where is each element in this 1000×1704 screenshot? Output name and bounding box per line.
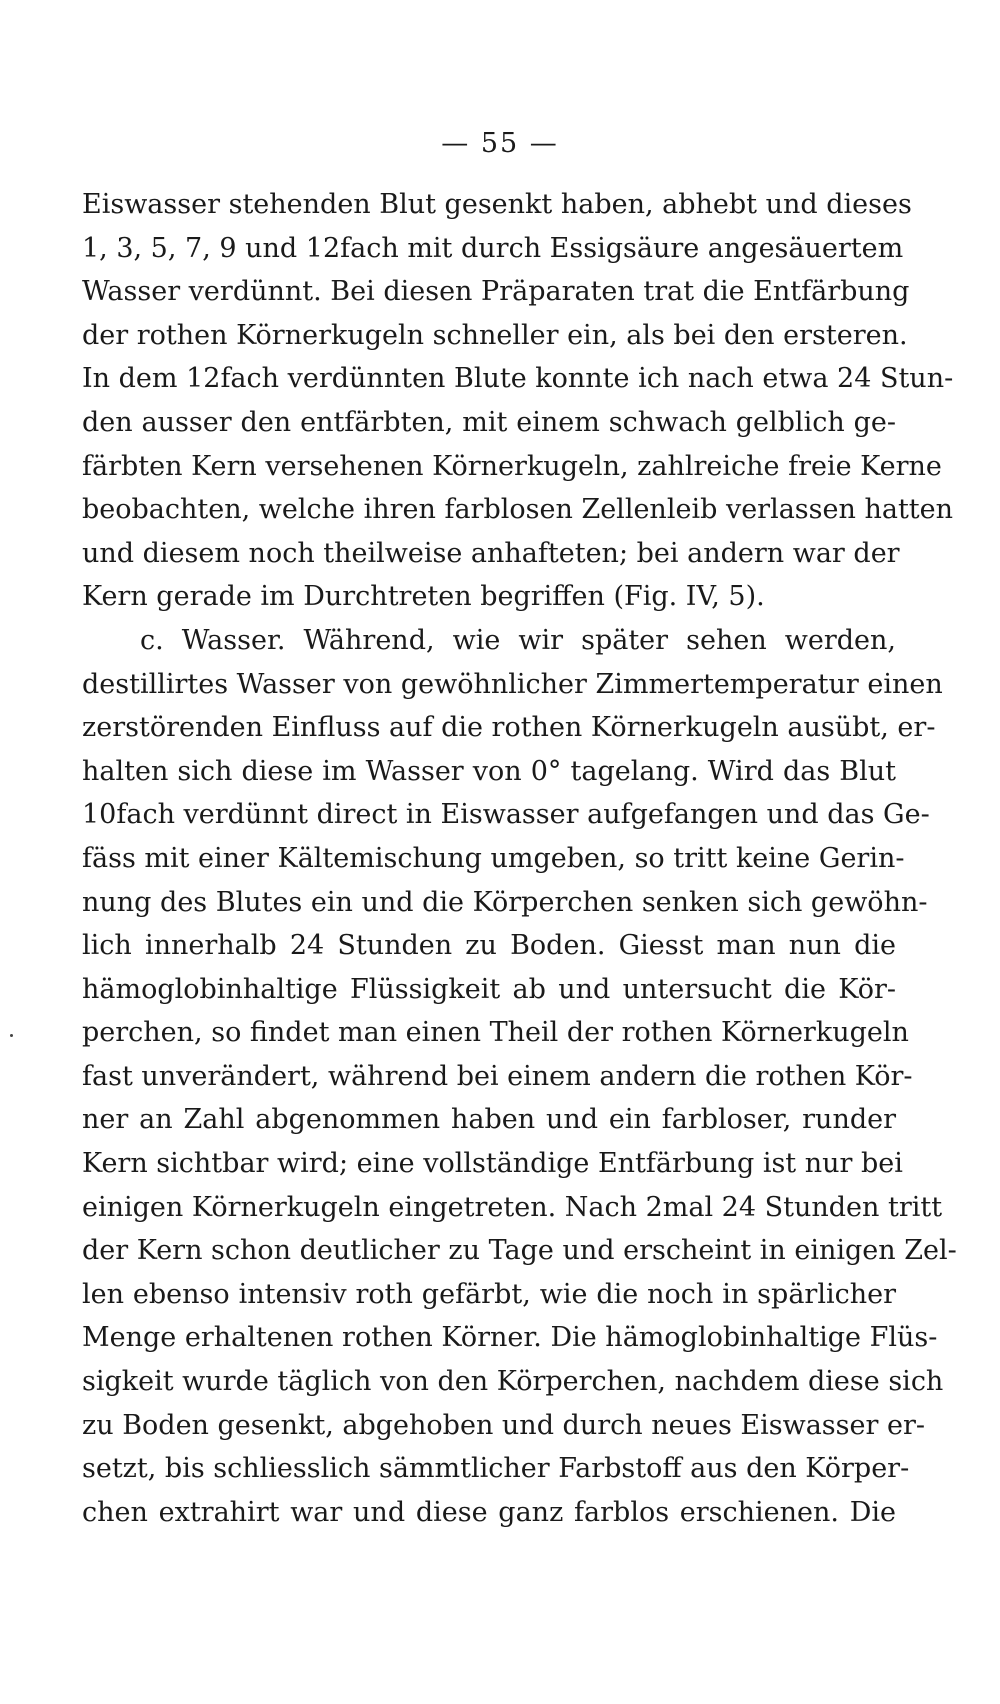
text-line: perchen, so findet man einen Theil der rothen Körnerkugeln (82, 1017, 909, 1049)
text-line: nung des Blutes ein und die Körperchen senken sich gewöhn- (82, 886, 928, 918)
text-line: lich innerhalb 24 Stunden zu Boden. Giesst man nun die (82, 930, 896, 962)
text-line: färbten Kern versehenen Körnerkugeln, zahlreiche freie Kerne (82, 450, 942, 482)
text-line: Kern sichtbar wird; eine vollständige Entfärbung ist nur bei (82, 1148, 903, 1180)
text-line: der Kern schon deutlicher zu Tage und erscheint in einigen Zel- (82, 1235, 957, 1267)
text-line: In dem 12fach verdünnten Blute konnte ich nach etwa 24 Stun- (82, 363, 954, 395)
text-line: setzt, bis schliesslich sämmtlicher Farbstoff aus den Körper- (82, 1453, 910, 1485)
scan-speck (10, 1034, 13, 1037)
text-line: Eiswasser stehenden Blut gesenkt haben, abhebt und dieses (82, 189, 912, 220)
section-heading-line: c. Wasser. Während, wie wir später sehen werden, (140, 624, 896, 656)
text-line: Wasser verdünnt. Bei diesen Präparaten trat die Entfärbung (82, 276, 910, 308)
text-line: zerstörenden Einfluss auf die rothen Körnerkugeln ausübt, er- (82, 712, 936, 744)
text-line: Kern gerade im Durchtreten begriffen (Fig. IV, 5). (82, 581, 765, 613)
text-line: fäss mit einer Kältemischung umgeben, so tritt keine Gerin- (82, 842, 905, 874)
text-line: beobachten, welche ihren farblosen Zellenleib verlassen hatten (82, 494, 954, 526)
text-line: chen extrahirt war und diese ganz farblos erschienen. Die (82, 1496, 896, 1528)
text-line: und diesem noch theilweise anhafteten; bei andern war der (82, 537, 900, 569)
text-line: der rothen Körnerkugeln schneller ein, als bei den ersteren. (82, 319, 908, 351)
text-line: einigen Körnerkugeln eingetreten. Nach 2mal 24 Stunden tritt (82, 1191, 943, 1223)
page-number: — 55 — (441, 128, 559, 159)
text-line: destillirtes Wasser von gewöhnlicher Zimmertemperatur einen (82, 668, 943, 700)
text-line: Menge erhaltenen rothen Körner. Die hämoglobinhaltige Flüs- (82, 1322, 938, 1354)
text-line: 1, 3, 5, 7, 9 und 12fach mit durch Essigsäure angesäuertem (82, 232, 904, 264)
text-line: len ebenso intensiv roth gefärbt, wie die noch in spärlicher (82, 1278, 896, 1310)
text-line: hämoglobinhaltige Flüssigkeit ab und untersucht die Kör- (82, 973, 896, 1005)
text-line: fast unverändert, während bei einem andern die rothen Kör- (82, 1060, 913, 1092)
text-line: halten sich diese im Wasser von 0° tagelang. Wird das Blut (82, 755, 896, 787)
text-line: zu Boden gesenkt, abgehoben und durch neues Eiswasser er- (82, 1409, 925, 1441)
text-line: sigkeit wurde täglich von den Körperchen, nachdem diese sich (82, 1366, 944, 1398)
body-text (82, 183, 957, 1534)
text-line: ner an Zahl abgenommen haben und ein farbloser, runder (82, 1104, 896, 1136)
text-line: den ausser den entfärbten, mit einem schwach gelblich ge- (82, 406, 896, 438)
text-line: 10fach verdünnt direct in Eiswasser aufgefangen und das Ge- (82, 799, 930, 831)
